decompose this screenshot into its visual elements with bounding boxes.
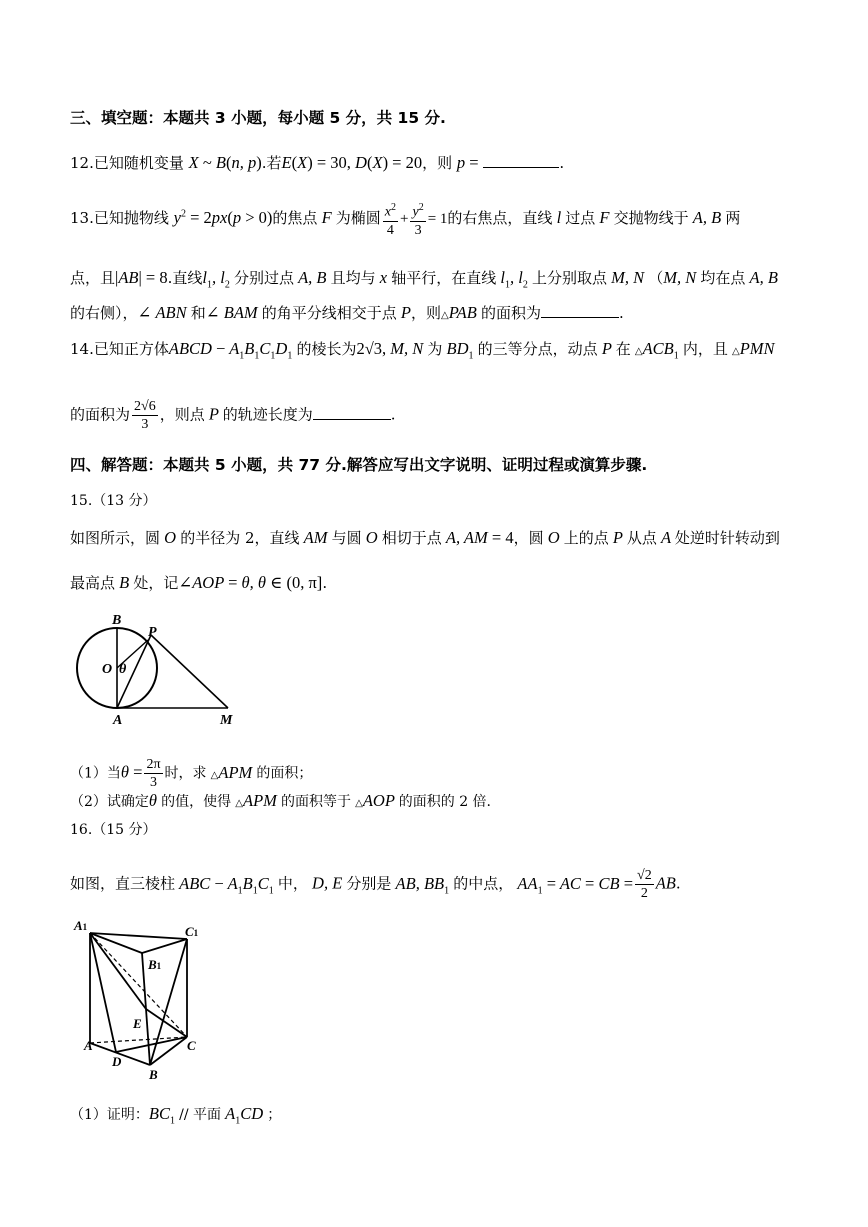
label-b: B (112, 613, 122, 628)
math: △PAB (441, 303, 481, 322)
math: △APM (235, 791, 282, 810)
q16-text: 中， (277, 874, 308, 893)
q13-text: 且均与 (330, 269, 376, 287)
answer-blank[interactable] (483, 153, 559, 168)
q15-text: 处，记 (133, 574, 179, 592)
segment-ec (146, 1009, 187, 1037)
math: $BD_1$ (442, 339, 474, 362)
label-a1: A1 (74, 918, 88, 933)
fraction: $\frac{2\pi}{3}$ (146, 757, 161, 790)
q14-text: ，则点 (159, 405, 205, 424)
q15-text: 的面积等于 (281, 794, 352, 810)
math: D, E (307, 873, 347, 893)
label-e: E (133, 1016, 142, 1031)
q13-text: 的面积为 (480, 304, 541, 322)
q13-text: 均在点 (700, 269, 746, 287)
q15-text: 的面积的 2 倍. (398, 794, 492, 810)
math: O (361, 528, 382, 547)
math: A, B (293, 268, 331, 287)
q13-text: 过点 (565, 208, 596, 227)
q15-text: . (322, 574, 328, 592)
math: P (608, 528, 627, 547)
math: A, B (745, 268, 778, 287)
math: $l_1$, $l_2$ (202, 268, 230, 291)
q13-text: 13.已知抛物线 (70, 208, 169, 227)
q15-text: 的面积； (256, 765, 313, 782)
prism-figure (70, 913, 210, 1083)
math: X ~ B(n, p) (188, 153, 262, 172)
fraction: $\frac{y^2}{3}$ (410, 199, 425, 239)
q13-text: . (618, 304, 624, 322)
q14-text: 的三等分点，动点 (477, 340, 598, 358)
math: ABCD − $A_1B_1C_1D_1$ (168, 339, 293, 362)
math: A (656, 528, 675, 547)
question-12 (70, 153, 564, 173)
segment-pm (151, 635, 228, 708)
math: P (597, 339, 616, 358)
fraction: $\frac{2√6}{3}$ (134, 399, 156, 432)
q12-text: ，则 (422, 154, 453, 172)
q15-text: 如图所示，圆 (70, 529, 161, 547)
q12-text: .若 (261, 154, 282, 172)
math: ∠ ABN (137, 303, 191, 322)
math: $A_1CD$ (221, 1104, 268, 1127)
math: E(X) = 30, D(X) = 20 (281, 153, 423, 172)
circle-tangent-figure (70, 610, 245, 730)
math: B (115, 573, 134, 592)
q14-text: 为 (427, 340, 443, 358)
answer-blank[interactable] (313, 405, 391, 420)
math: $AA_1$ = AC = CB = (513, 873, 634, 896)
q13-text: 交抛物线于 (613, 208, 689, 227)
q14-text: 的面积为 (70, 405, 131, 424)
question-13: 13.已知抛物线 $y^2 = 2px(p > 0)$的焦点 F 为椭圆 $\frac{x^2}{4}$ + $\frac{y^2}{3}$ = 1的右焦点，直线 l 过点 F 交抛物线于 A, B 两 (70, 199, 740, 239)
math: l (552, 207, 566, 227)
q14-text: . (390, 405, 396, 424)
q15-text: 从点 (626, 529, 657, 547)
math: x (375, 268, 392, 287)
q15-text: 时，求 (164, 765, 207, 782)
math: △APM (210, 762, 257, 782)
section-heading-fill-in: 三、填空题：本题共 3 小题，每小题 5 分，共 15 分. (70, 109, 446, 127)
question-13-line-3 (70, 303, 624, 326)
q15-text: 相切于点 (381, 529, 442, 547)
q13-text: 的右侧）， (70, 304, 138, 322)
q16-text: 分别是 (346, 874, 392, 893)
q13-text: 两 (725, 208, 741, 227)
math: θ (148, 791, 162, 810)
edge-b1c1 (142, 939, 187, 953)
q13-text: ，则 (411, 304, 442, 322)
math: $BC_1$ (148, 1104, 176, 1127)
label-a: A (84, 1038, 93, 1053)
q15-text: 上的点 (563, 529, 609, 547)
q14-text: 的轨迹长度为 (222, 405, 313, 424)
math: $\triangle ACB_1$ (634, 339, 679, 362)
q16-text: . (675, 874, 681, 893)
label-m: M (220, 713, 233, 728)
q15-text: （2）试确定 (70, 794, 149, 810)
math: AB (655, 873, 676, 893)
q13-text: （ (648, 269, 664, 287)
math: O (160, 528, 181, 547)
math: |AB| = 8 (115, 268, 168, 287)
question-15-line-1 (70, 528, 780, 548)
math: $y^2 = 2px(p > 0)$ (173, 207, 273, 227)
q15-text: 的值，使得 (161, 794, 232, 810)
question-14-line-2 (70, 398, 396, 433)
q13-text: 点，且 (70, 269, 116, 287)
q15-text: 最高点 (70, 574, 116, 592)
fraction: $\frac{√2}{2}$ (637, 868, 652, 901)
math: p = (456, 153, 479, 172)
q13-text: 分别过点 (233, 269, 294, 287)
section-heading-solutions: 四、解答题：本题共 5 小题，共 77 分.解答应写出文字说明、证明过程或演算步骤. (70, 456, 648, 474)
q16-text: 如图，直三棱柱 (70, 874, 176, 893)
q12-text: 12.已知随机变量 (70, 154, 184, 172)
q13-text: 的角平分线相交于点 (261, 304, 397, 322)
q15-text: 处逆时针转动到 (674, 529, 780, 547)
q13-text: 的焦点 (272, 208, 318, 227)
q13-text: 和 (190, 304, 206, 322)
math: 2√3, M, N (356, 339, 428, 358)
question-14 (70, 339, 775, 366)
math: M, N (606, 268, 649, 287)
math: AM (299, 528, 332, 547)
math: P (204, 404, 223, 424)
question-16-number: 16.（15 分） (70, 822, 157, 838)
label-b: B (149, 1067, 158, 1082)
label-c: C (187, 1038, 196, 1053)
math: △AOP (355, 791, 399, 810)
math: A, B (688, 207, 726, 227)
q15-text: 与圆 (331, 529, 362, 547)
math: ∠AOP = θ, θ ∈ (0, π] (178, 573, 323, 592)
math: F (595, 207, 614, 227)
answer-blank[interactable] (541, 303, 619, 318)
label-c1: C1 (185, 924, 199, 939)
math: P (396, 303, 411, 322)
math: ∠ BAM (205, 303, 262, 322)
q14-text: 内，且 (682, 340, 728, 358)
q14-text: 的棱长为 (296, 340, 357, 358)
label-p: P (148, 625, 157, 640)
q15-text: ，圆 (513, 529, 544, 547)
q14-text: 在 (615, 340, 631, 358)
math: M, N (663, 268, 701, 287)
question-16-line-1 (70, 867, 681, 902)
math: $l_1$, $l_2$ (496, 268, 528, 291)
label-theta: θ (119, 662, 127, 677)
label-a: A (113, 713, 123, 728)
math: △PMN (732, 339, 775, 358)
math: θ = (120, 762, 143, 782)
fraction: $\frac{x^2}{4}$ (383, 199, 398, 239)
q13-text: 上分别取点 (531, 269, 607, 287)
label-b1: B1 (148, 957, 162, 972)
q13-text: 为椭圆 (335, 208, 381, 227)
math: AB, $BB_1$ (391, 873, 450, 896)
question-15-number: 15.（13 分） (70, 493, 157, 509)
q13-text: .直线 (167, 269, 203, 287)
q15-text: （1）当 (70, 765, 121, 782)
math: A, AM = 4 (441, 528, 514, 547)
q16-text: （1）证明： (70, 1107, 149, 1123)
q16-text: // 平面 (179, 1107, 222, 1123)
math: F (317, 207, 336, 227)
question-15-part-2 (70, 791, 491, 814)
q16-text: ； (267, 1107, 282, 1123)
q12-text: . (559, 154, 565, 172)
question-15-part-1 (70, 756, 312, 791)
q14-text: 14.已知正方体 (70, 340, 169, 358)
question-15-line-2 (70, 573, 327, 593)
label-d: D (112, 1054, 122, 1069)
q13-text: 的右焦点，直线 (447, 208, 553, 227)
math: ABC − $A_1B_1C_1$ (175, 873, 274, 896)
q16-text: 的中点， (453, 874, 514, 893)
question-13-line-2 (70, 268, 778, 295)
q15-text: 的半径为 2，直线 (180, 529, 300, 547)
q13-text: 轴平行，在直线 (391, 269, 497, 287)
label-o: O (102, 662, 113, 677)
question-16-part-1 (70, 1104, 281, 1131)
math: O (543, 528, 564, 547)
